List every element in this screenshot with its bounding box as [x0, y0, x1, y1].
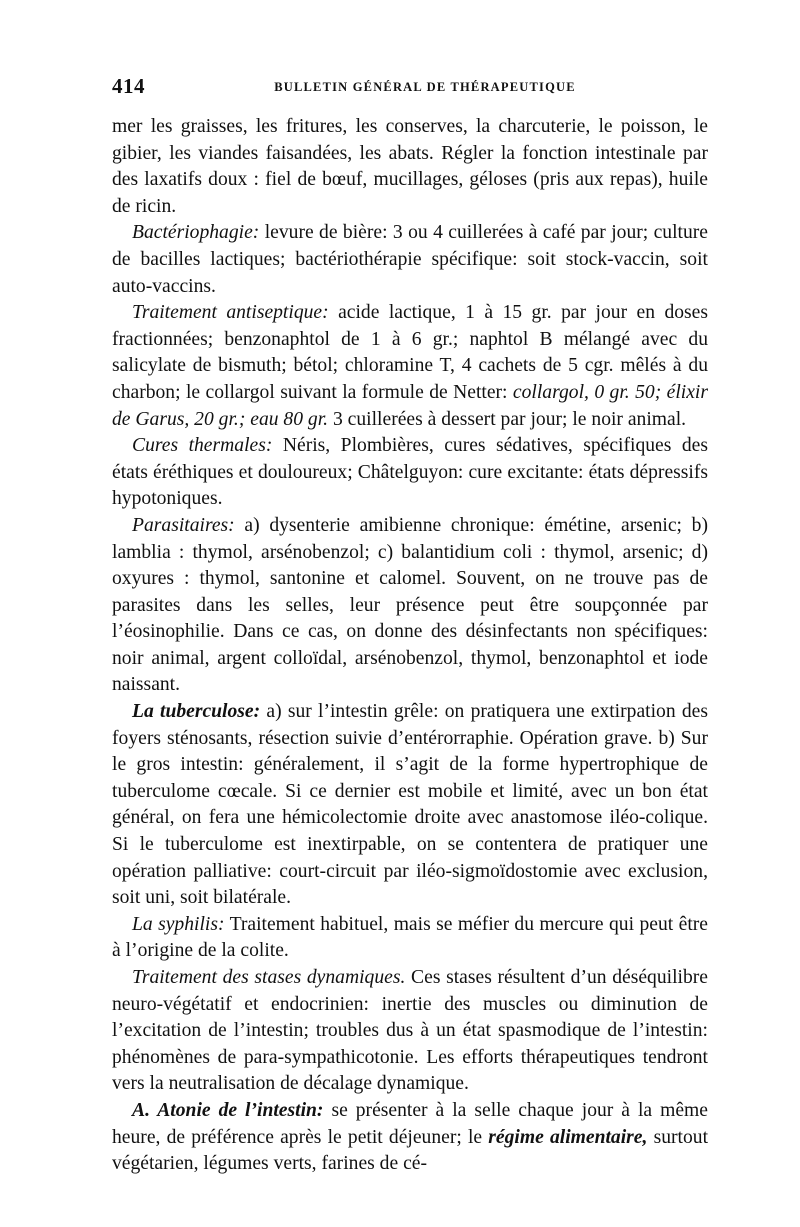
- paragraph-text: se présenter à la selle chaque jour à la même heure, de préférence après le petit déjeuner; le: [112, 1099, 708, 1148]
- paragraph-text: Traitement habituel, mais se méfier du mercure qui peut être à l’origine de la colite.: [112, 913, 708, 962]
- paragraph-atonie: [112, 1098, 708, 1178]
- paragraph-cures-thermales: [112, 433, 708, 513]
- paragraph-parasitaires: [112, 513, 708, 699]
- paragraph-text: levure de bière: 3 ou 4 cuillerées à café par jour; culture de bacilles lactiques; bactériothérapie spécifique: soit stock-vaccin, soit auto-vaccins.: [112, 222, 708, 297]
- paragraph-heading: La tuberculose:: [132, 701, 261, 723]
- paragraph-heading: Traitement des stases dynamiques.: [132, 967, 406, 988]
- paragraph-text: a) dysenterie amibienne chronique: émétine, arsenic; b) lamblia : thymol, arsénobenzol; c) balantidium coli : thymol, arsenic; d) oxyures : thymol, santonine et calomel. Souvent, on ne trouve pas de parasites dans les selles, leur présence peut être soupçonnée par l’éosinophilie. Dans ce cas, on donne des désinfectants non spécifiques: noir animal, argent colloïdal, arsénobenzol, thymol, benzonaphtol et iode naissant.: [112, 514, 708, 696]
- paragraph-text-tail: surtout végétarien, légumes verts, farines de cé-: [112, 1126, 709, 1175]
- paragraph-stases-dynamiques: [112, 965, 708, 1098]
- paragraph-heading: Traitement antiseptique:: [132, 302, 329, 324]
- paragraph-tuberculose: [112, 699, 708, 912]
- page-number: 414: [112, 74, 145, 98]
- paragraph-text: a) sur l’intestin grêle: on pratiquera une extirpation des foyers sténosants, résection suivie d’entérorraphie. Opération grave. b) Sur le gros intestin: généralement, il s’agit de la forme hypertrophique de tuberculome cœcale. Si ce dernier est mobile et limité, avec un bon état général, on fera une hémicolectomie droite avec anastomose iléo-colique. Si le tuberculome est inextirpable, on se contentera de pratiquer une opération palliative: court-circuit par iléo-sigmoïdostomie avec exclusion, soit uni, soit bilatérale.: [112, 701, 708, 909]
- paragraph-heading: Cures thermales:: [132, 435, 273, 457]
- paragraph-text: mer les graisses, les fritures, les conserves, la charcuterie, le poisson, le gibier, les viandes faisandées, les abats. Régler la fonction intestinale par des laxatifs doux : fiel de bœuf, mucillages, géloses (pris aux repas), huile de ricin.: [112, 116, 708, 217]
- paragraph-diet: [112, 114, 708, 220]
- paragraph-heading: Parasitaires:: [132, 514, 235, 536]
- paragraph-heading: Bactériophagie:: [132, 222, 260, 244]
- paragraph-text: Néris, Plombières, cures sédatives, spécifiques des états éréthiques et douloureux; Châtelguyon: cure excitante: états dépressifs hypotoniques.: [112, 435, 708, 510]
- paragraph-text: Ces stases résultent d’un déséquilibre neuro-végétatif et endocrinien: inertie des muscles ou diminution de l’excitation de l’intestin; troubles dus à un état spasmodique de l’intestin: phénomènes de para-sympathicotonie. Les efforts thérapeutiques tendront vers la neutralisation de décalage dynamique.: [112, 967, 708, 1095]
- paragraph-heading: A. Atonie de l’intestin:: [132, 1099, 324, 1121]
- page-header: [112, 74, 708, 104]
- paragraph-text-tail: 3 cuillerées à dessert par jour; le noir animal.: [328, 408, 687, 430]
- paragraph-antiseptique: [112, 300, 708, 433]
- paragraph-heading: La syphilis:: [132, 913, 225, 935]
- paragraph-syphilis: [112, 912, 708, 965]
- paragraph-text: acide lactique, 1 à 15 gr. par jour en doses fractionnées; benzonaphtol de 1 à 6 gr.; naphtol B mélangé avec du salicylate de bismuth; bétol; chloramine T, 4 cachets de 5 cgr. mêlés à du charbon; le collargol suivant la formule de Netter:: [112, 302, 708, 403]
- paragraph-bacteriophagie: [112, 220, 708, 300]
- body-text: [112, 114, 708, 1178]
- running-title: BULLETIN GÉNÉRAL DE THÉRAPEUTIQUE: [274, 80, 576, 94]
- regime-alimentaire-emphasis: régime alimentaire,: [488, 1126, 648, 1148]
- netter-formula: collargol, 0 gr. 50; élixir de Garus, 20 gr.; eau 80 gr.: [112, 381, 708, 430]
